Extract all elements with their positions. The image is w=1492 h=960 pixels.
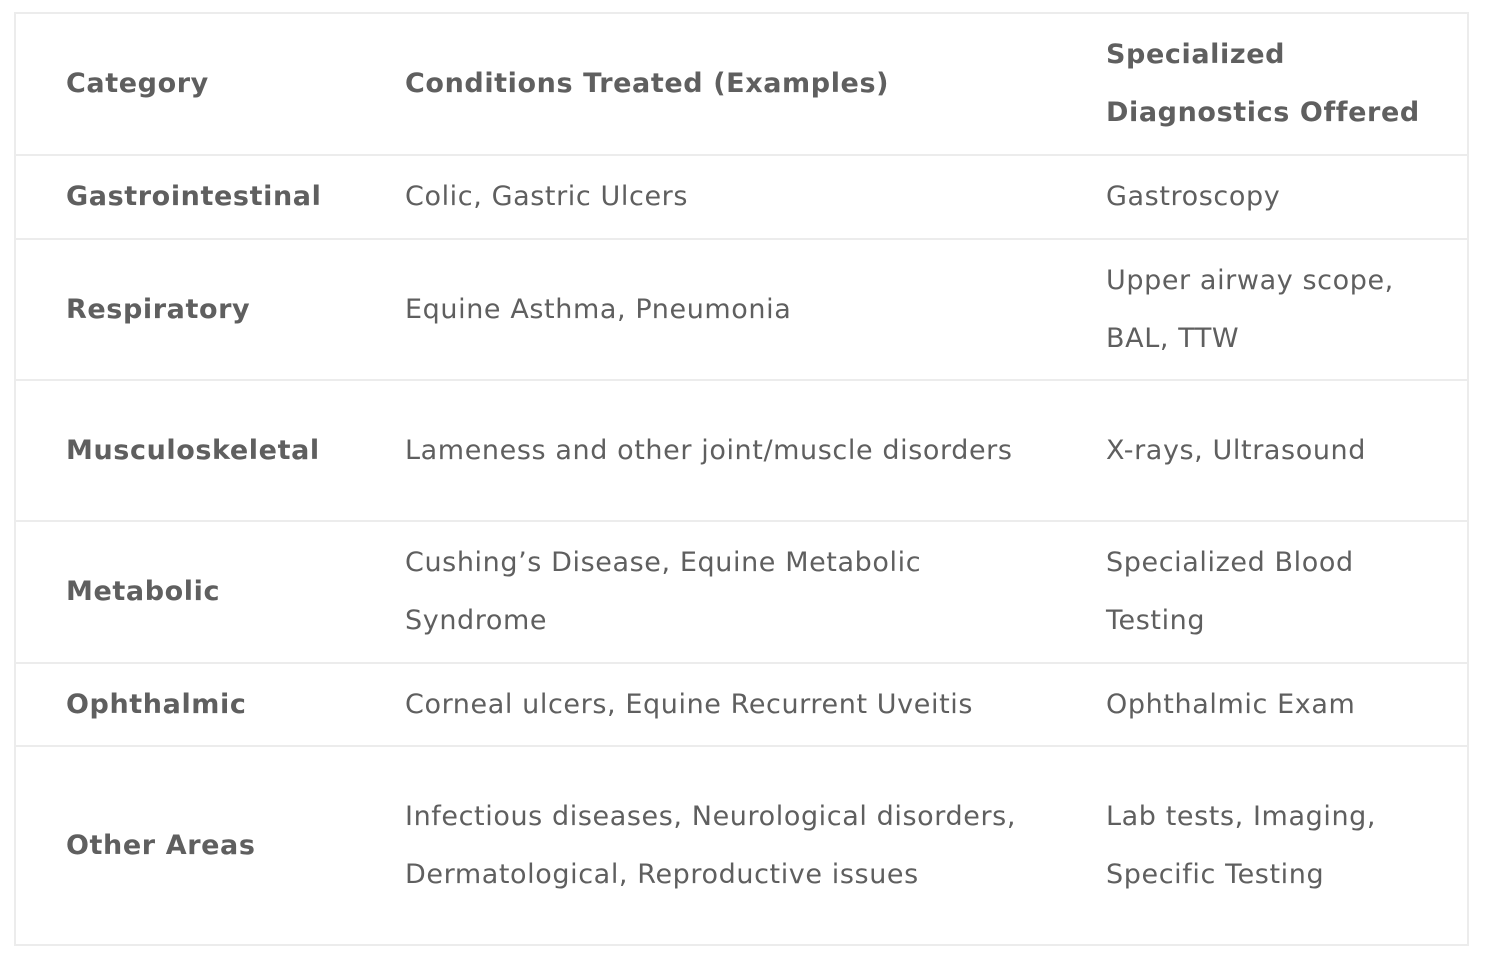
diagnostics-cell: Lab tests, Imaging, Specific Testing [1056,746,1468,945]
header-diagnostics: Specialized Diagnostics Offered [1106,39,1420,128]
category-cell: Metabolic [15,521,355,663]
header-category: Category [66,68,209,99]
table-row [15,521,1468,663]
category-cell: Gastrointestinal [15,155,355,239]
conditions-table-container [14,12,1467,946]
header-conditions: Conditions Treated (Examples) [405,68,890,99]
table-row [15,746,1468,945]
category-cell: Other Areas [15,746,355,945]
diagnostics-cell: Gastroscopy [1056,155,1468,239]
table-header-row [15,13,1468,155]
conditions-cell: Equine Asthma, Pneumonia [355,239,1056,380]
conditions-cell: Colic, Gastric Ulcers [355,155,1056,239]
table-row [15,380,1468,521]
category-cell: Ophthalmic [15,663,355,746]
conditions-cell: Cushing’s Disease, Equine Metabolic Syndrome [355,521,1056,663]
category-cell: Respiratory [15,239,355,380]
conditions-cell: Infectious diseases, Neurological disorders, Dermatological, Reproductive issues [355,746,1056,945]
category-cell: Musculoskeletal [15,380,355,521]
table-row [15,663,1468,746]
diagnostics-cell: Ophthalmic Exam [1056,663,1468,746]
conditions-cell: Lameness and other joint/muscle disorders [355,380,1056,521]
conditions-cell: Corneal ulcers, Equine Recurrent Uveitis [355,663,1056,746]
table-row [15,239,1468,380]
diagnostics-cell: Specialized Blood Testing [1056,521,1468,663]
diagnostics-cell: Upper airway scope, BAL, TTW [1056,239,1468,380]
conditions-table [14,12,1469,946]
diagnostics-cell: X-rays, Ultrasound [1056,380,1468,521]
table-row [15,155,1468,239]
